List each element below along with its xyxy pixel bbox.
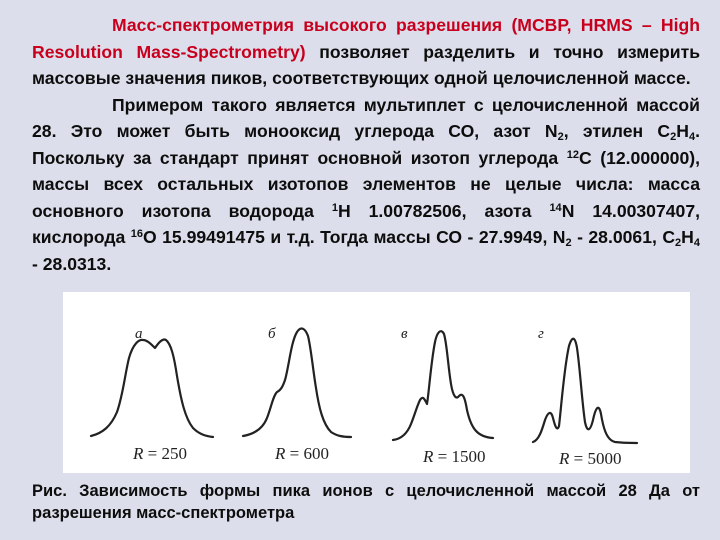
peak-shape-diagram <box>63 292 690 473</box>
panel-label-a: а <box>135 326 143 342</box>
paragraph-2 <box>32 92 700 278</box>
subscript: 2 <box>557 131 564 143</box>
subscript: 4 <box>693 237 700 249</box>
text-block <box>32 12 700 277</box>
figure-caption: Рис. Зависимость формы пика ионов с целочисленной массой 28 Да от разрешения масс-спектрометра <box>32 482 700 522</box>
peak-curve-c <box>393 331 493 440</box>
superscript: 14 <box>549 201 562 214</box>
peak-curve-a <box>91 339 213 437</box>
resolution-label-a: R = 250 <box>133 444 187 463</box>
superscript: 16 <box>130 228 144 240</box>
p2-text: - 28.0061, С <box>571 227 676 247</box>
p2-text: Н 1.00782506, азота <box>337 200 550 221</box>
panel-label-b: б <box>268 326 276 342</box>
paragraph-1-rest: позволяет разделить и точно измерить массовые значения пиков, соответствующих одной целочисленной массе. <box>32 41 701 88</box>
peak-shape-figure <box>63 292 690 473</box>
p2-text: С (12.000000), массы всех остальных изотопов элементов не целые числа: масса основного изотопа водорода <box>32 147 700 221</box>
p2-text: О 15.99491475 и т.д. Тогда массы СО - 27.9949, N <box>143 227 566 247</box>
subscript: 2 <box>675 237 682 249</box>
p2-text: . Поскольку за стандарт принят основной изотоп углерода <box>32 121 700 168</box>
peak-curve-d <box>533 339 637 443</box>
subscript: 4 <box>688 131 696 143</box>
superscript: 12 <box>566 148 579 161</box>
hrms-term: Масс-спектрометрия высокого разрешения (МСВР, HRMS – High Resolution Mass-Spectrometry) <box>32 15 700 62</box>
resolution-label-c: R = 1500 <box>423 447 486 466</box>
paragraph-1 <box>32 12 700 92</box>
resolution-label-d: R = 5000 <box>559 449 622 468</box>
panel-label-d: г <box>538 326 544 342</box>
panel-label-c: в <box>401 326 408 342</box>
resolution-label-b: R = 600 <box>275 444 329 463</box>
p2-text: Н <box>676 121 689 141</box>
p2-text: , этилен С <box>563 121 671 141</box>
superscript: 1 <box>331 201 338 214</box>
p2-text: Примером такого является мультиплет с целочисленной массой 28. Это может быть монооксид углерода СО, азот N <box>32 94 700 141</box>
p2-text: - 28.0313. <box>32 253 112 274</box>
subscript: 2 <box>565 237 572 249</box>
p2-text: N 14.00307407, кислорода <box>32 200 700 247</box>
p2-text: Н <box>681 227 694 247</box>
peak-curve-b <box>243 329 351 437</box>
subscript: 2 <box>670 131 677 143</box>
